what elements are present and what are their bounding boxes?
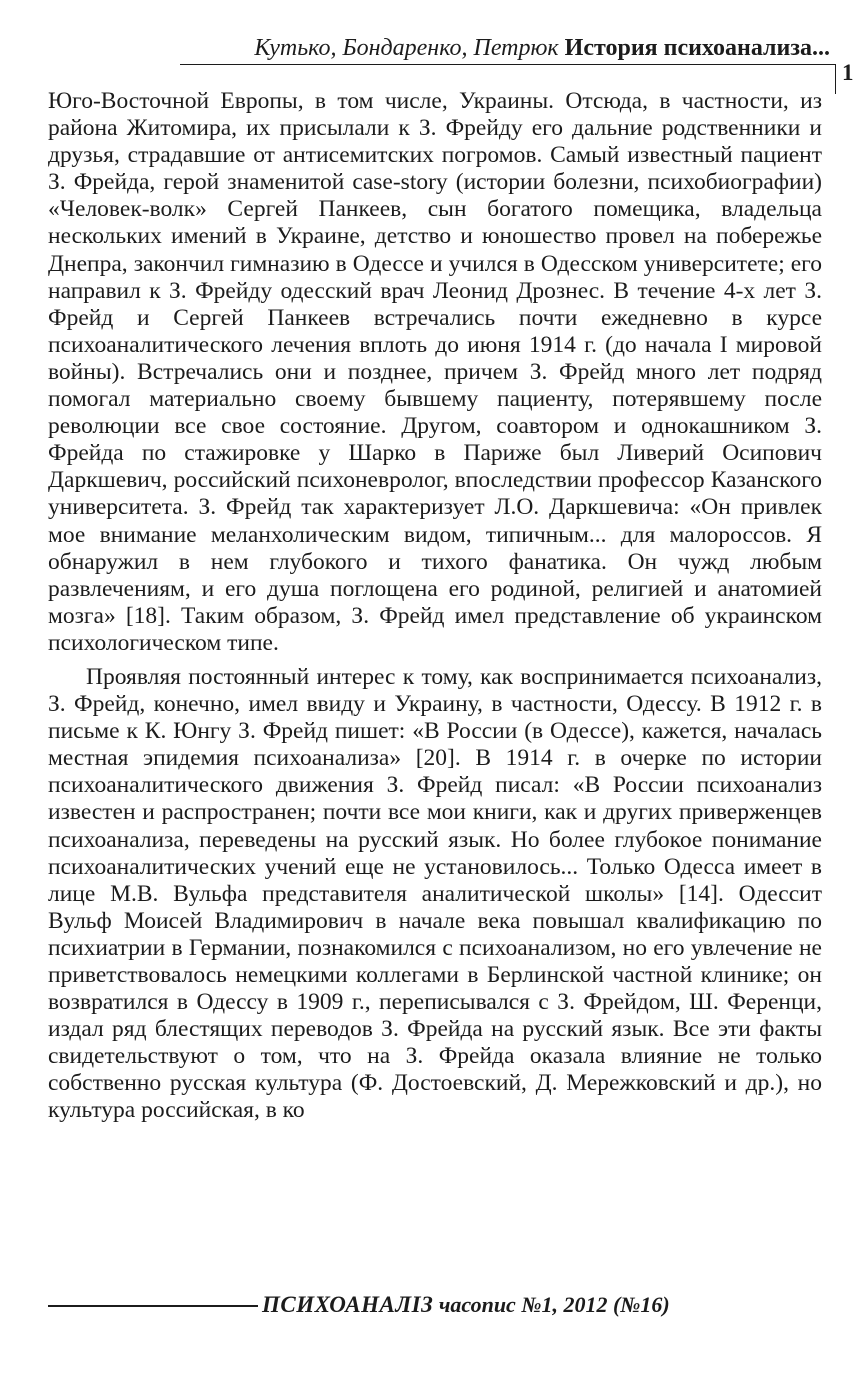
header-rule — [180, 64, 836, 65]
paragraph-1: Юго-Восточной Европы, в том числе, Украины. Отсюда, в частности, из района Житомира, их присылали к З. Фрейду его дальние родственники и друзья, страдавшие от антисемитских погромов. Самый известный пациент З. Фрейда, герой знаменитой case-story (истории болезни, психобиографии) «Человек-волк» Сергей Панкеев, сын богатого помещика, владельца нескольких имений в Украине, детство и юношество провел на побережье Днепра, закончил гимназию в Одессе и учился в Одесском университете; его направил к З. Фрейду одесский врач Леонид Дрознес. В течение 4-х лет З. Фрейд и Сергей Панкеев встречались почти ежедневно в курсе психоаналитического лечения вплоть до июня 1914 г. (до начала I мировой войны). Встречались они и позднее, причем З. Фрейд много лет подряд помогал материально своему бывшему пациенту, потерявшему после революции все свое состояние. Другом, соавтором и однокашником З. Фрейда по стажировке у Шарко в Париже был Ливерий Осипович Даркшевич, российский психоневролог, впоследствии профессор Казанского университета. З. Фрейд так характеризует Л.О. Даркшевича: «Он привлек мое внимание меланхолическим видом, типичным... для малороссов. Я обнаружил в нем глубокого и тихого фанатика. Он чужд любым развлечениям, и его душа поглощена его родиной, религией и анатомией мозга» [18]. Таким образом, З. Фрейд имел представление об украинском психологическом типе. — [48, 88, 822, 656]
running-header — [180, 33, 830, 63]
paragraph-2: Проявляя постоянный интерес к тому, как воспринимается психоанализ, З. Фрейд, конечно, имел ввиду и Украину, в частности, Одессу. В 1912 г. в письме к К. Юнгу З. Фрейд пишет: «В России (в Одессе), кажется, началась местная эпидемия психоанализа» [20]. В 1914 г. в очерке по истории психоаналитического движения З. Фрейд писал: «В России психоанализ известен и распространен; почти все мои книги, как и других приверженцев психоанализа, переведены на русский язык. Но более глубокое понимание психоаналитических учений еще не установилось... Только Одесса имеет в лице М.В. Вульфа представителя аналитической школы» [14]. Одессит Вульф Моисей Владимирович в начале века повышал квалификацию по психиатрии в Германии, познакомился с психоанализом, но его увлечение не приветствовалось немецкими коллегами в Берлинской частной клинике; он возвратился в Одессу в 1909 г., переписывался с З. Фрейдом, Ш. Ференци, издал ряд блестящих переводов З. Фрейда на русский язык. Все эти факты свидетельствуют о том, что на З. Фрейда оказала влияние не только собственно русская культура (Ф. Достоевский, Д. Мережковский и др.), но культура российская, в ко — [48, 663, 822, 1124]
footer-journal: ПСИХОАНАЛІЗ — [262, 1292, 434, 1317]
journal-footer — [262, 1290, 670, 1320]
body-text — [48, 88, 822, 1125]
footer-issue: часопис №1, 2012 (№16) — [438, 1292, 670, 1317]
header-corner-rule — [835, 64, 836, 94]
page-number: 1 — [842, 60, 854, 85]
header-title: История психоанализа... — [564, 35, 830, 61]
header-authors: Кутько, Бондаренко, Петрюк — [254, 35, 559, 61]
footer-rule — [48, 1305, 258, 1307]
